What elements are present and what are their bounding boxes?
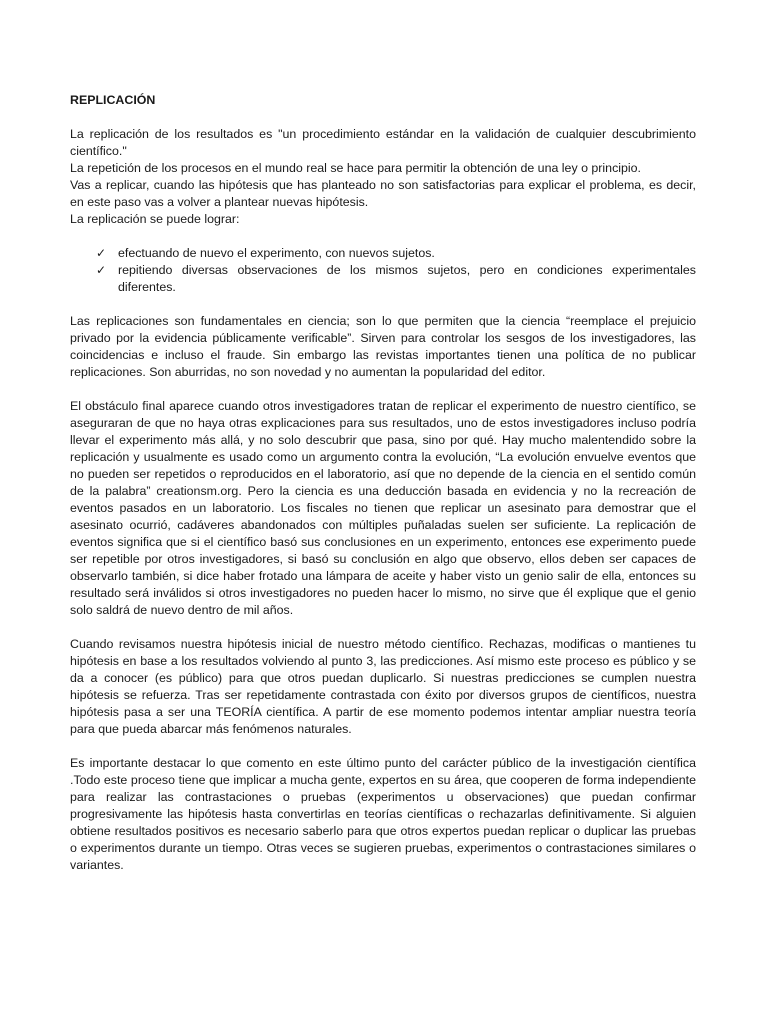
list-item-text: repitiendo diversas observaciones de los mismos sujetos, pero en condiciones experimentales diferentes. (118, 263, 696, 294)
intro-paragraph-3: Vas a replicar, cuando las hipótesis que has planteado no son satisfactorias para explicar el problema, es decir, en este paso vas a volver a plantear nuevas hipótesis. (70, 178, 696, 209)
body-paragraph-2: El obstáculo final aparece cuando otros investigadores tratan de replicar el experimento de nuestro científico, se aseguraran de que no haya otras explicaciones para sus resultados, uno de estos investigadores incluso podría llevar el experimento más allá, y no solo descubrir que pasa, sino por qué. Hay mucho malentendido sobre la replicación y usualmente es usado como un argumento contra la evolución, “La evolución envuelve eventos que no pueden ser repetidos o reproducidos en el laboratorio, así que no depende de la ciencia en el sentido común de la palabra” creationsm.org. Pero la ciencia es una deducción basada en evidencia y no la recreación de eventos pasados en un laboratorio. Los fiscales no tienen que replicar un asesinato para demostrar que el asesinato ocurrió, cadáveres abandonados con múltiples puñaladas suelen ser suficiente. La replicación de eventos significa que si el científico basó sus conclusiones en un experimento, entonces ese experimento puede ser repetible por otros investigadores, si basó su conclusión en algo que observo, ellos deben ser capaces de observarlo también, si dice haber frotado una lámpara de aceite y haber visto un genio salir de ella, entonces su resultado será inválidos si otros investigadores no pueden hacer lo mismo, no sirve que él explique que el genio solo saldrá de nuevo dentro de mil años. (70, 399, 696, 617)
document-title: REPLICACIÓN (70, 93, 156, 107)
intro-paragraph-1: La replicación de los resultados es "un procedimiento estándar en la validación de cualquier descubrimiento científico." (70, 127, 696, 158)
check-mark-icon: ✓ (96, 246, 107, 260)
list-item (70, 245, 696, 262)
intro-paragraph-2: La repetición de los procesos en el mundo real se hace para permitir la obtención de una ley o principio. (70, 161, 641, 175)
list-item-text: efectuando de nuevo el experimento, con nuevos sujetos. (118, 246, 435, 260)
check-mark-icon: ✓ (96, 263, 107, 277)
list-item (70, 262, 696, 296)
body-paragraph-3: Cuando revisamos nuestra hipótesis inicial de nuestro método científico. Rechazas, modificas o mantienes tu hipótesis en base a los resultados volviendo al punto 3, las predicciones. Así mismo este proceso es público y se da a conocer (es público) para que otros puedan duplicarlo. Si nuestras predicciones se cumplen nuestra hipótesis se refuerza. Tras ser repetidamente contrastada con éxito por diversos grupos de científicos, nuestra hipótesis pasa a ser una TEORÍA científica. A partir de ese momento podemos intentar ampliar nuestra teoría para que pueda abarcar más fenómenos naturales. (70, 637, 696, 736)
body-paragraph-1: Las replicaciones son fundamentales en ciencia; son lo que permiten que la ciencia “reemplace el prejuicio privado por la evidencia públicamente verificable”. Sirven para controlar los sesgos de los investigadores, las coincidencias e incluso el fraude. Sin embargo las revistas importantes tienen una política de no publicar replicaciones. Son aburridas, no son novedad y no aumentan la popularidad del editor. (70, 314, 696, 379)
body-paragraph-4: Es importante destacar lo que comento en este último punto del carácter público de la investigación científica .Todo este proceso tiene que implicar a mucha gente, expertos en su área, que cooperen de forma independiente para realizar las contrastaciones o pruebas (experimentos u observaciones) que puedan confirmar progresivamente las hipótesis hasta convertirlas en teorías científicas o rechazarlas definitivamente. Si alguien obtiene resultados positivos es necesario saberlo para que otros expertos puedan replicar o duplicar las pruebas o experimentos durante un tiempo. Otras veces se sugieren pruebas, experimentos o contrastaciones similares o variantes. (70, 756, 696, 872)
replication-methods-list (70, 245, 696, 296)
intro-paragraph-4: La replicación se puede lograr: (70, 212, 240, 226)
